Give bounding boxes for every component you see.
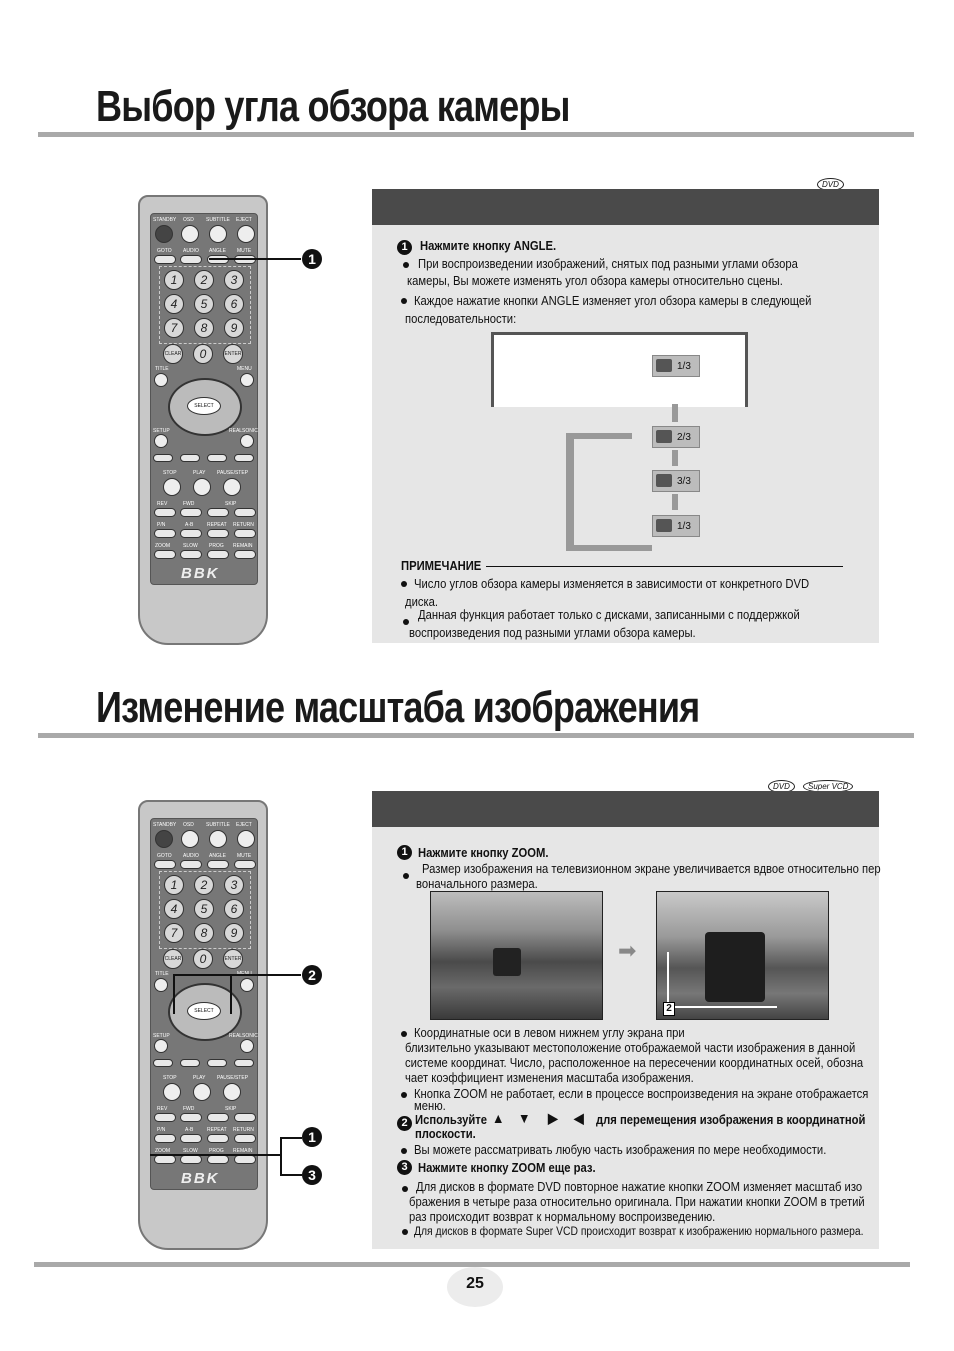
- remote-button-panel: [150, 213, 258, 585]
- remain-label: REMAIN: [233, 1148, 253, 1154]
- stop-label: STOP: [163, 1075, 177, 1081]
- goto-button[interactable]: [154, 860, 176, 869]
- callout-1: 1: [302, 1127, 322, 1147]
- eject-label: EJECT: [236, 217, 252, 223]
- angle-label: ANGLE: [209, 853, 226, 859]
- setup-button[interactable]: [154, 1039, 168, 1053]
- train-photo-original: [430, 891, 603, 1020]
- zoom-axis: [667, 1006, 777, 1008]
- color-button[interactable]: [234, 454, 254, 462]
- key-3[interactable]: 3: [224, 875, 244, 895]
- realsonic-label: REALSONIC: [229, 428, 258, 434]
- standby-button[interactable]: [155, 830, 173, 848]
- stop-label: STOP: [163, 470, 177, 476]
- select-button[interactable]: SELECT: [187, 1002, 221, 1020]
- remote-control: [138, 195, 268, 645]
- bullet-text: камеры, Вы можете изменять угол обзора камеры относительно сцены.: [407, 274, 783, 288]
- panel-header: [372, 189, 879, 225]
- step-3-label: Нажмите кнопку ZOOM еще раз.: [418, 1161, 596, 1175]
- return-button[interactable]: [234, 529, 256, 538]
- clear-button[interactable]: CLEAR: [163, 949, 183, 969]
- loop-line: [566, 433, 574, 551]
- pn-label: P/N: [157, 522, 166, 528]
- audio-button[interactable]: [180, 255, 202, 264]
- callout-line: [150, 1154, 280, 1156]
- zoom-factor: 2: [663, 1002, 675, 1016]
- fwd-label: FWD: [183, 1106, 195, 1112]
- bullet-text: Кнопка ZOOM не работает, если в процессе воспроизведения на экране отображается: [414, 1087, 869, 1101]
- bullet: [403, 262, 409, 268]
- callout-line: [280, 1137, 302, 1139]
- bullet: [401, 1148, 407, 1154]
- color-button[interactable]: [153, 454, 173, 462]
- bullet-text: последовательности:: [405, 312, 517, 326]
- step-1-badge: 1: [397, 240, 412, 255]
- goto-button[interactable]: [154, 255, 176, 264]
- remote-button-panel: [150, 818, 258, 1190]
- key-8[interactable]: 8: [194, 923, 214, 943]
- slow-button[interactable]: [180, 1155, 202, 1164]
- key-3[interactable]: 3: [224, 270, 244, 290]
- color-button[interactable]: [234, 1059, 254, 1067]
- goto-label: GOTO: [157, 248, 172, 254]
- key-9[interactable]: 9: [224, 923, 244, 943]
- key-6[interactable]: 6: [224, 294, 244, 314]
- title-button[interactable]: [154, 373, 168, 387]
- brand-logo: BBK: [181, 1170, 220, 1187]
- right-arrow-icon: ➡: [618, 938, 637, 963]
- bullet: [403, 873, 409, 879]
- bullet-text: чает коэффициент изменения масштаба изображения.: [405, 1071, 694, 1085]
- repeat-button[interactable]: [207, 1134, 229, 1143]
- pause-button[interactable]: [223, 1083, 241, 1101]
- number-pad: [159, 266, 251, 344]
- bullet-text: системе координат. Число, расположенное на пересечении координатных осей, обозна: [405, 1056, 864, 1070]
- bullet-text: Каждое нажатие кнопки ANGLE изменяет угол обзора камеры в следующей: [414, 294, 812, 308]
- color-button[interactable]: [207, 454, 227, 462]
- osd-label: OSD: [183, 217, 194, 223]
- subtitle-button[interactable]: [209, 830, 227, 848]
- angle-value: 1/3: [677, 521, 691, 532]
- return-button[interactable]: [234, 1134, 256, 1143]
- bullet-text: При воспроизведении изображений, снятых под разными углами обзора: [418, 257, 798, 271]
- osd-button[interactable]: [181, 225, 199, 243]
- angle-value: 3/3: [677, 476, 691, 487]
- play-button[interactable]: [193, 1083, 211, 1101]
- menu-button[interactable]: [240, 373, 254, 387]
- pause-button[interactable]: [223, 478, 241, 496]
- key-2[interactable]: 2: [194, 875, 214, 895]
- title-rule: [38, 132, 914, 137]
- panel-header: [372, 791, 879, 827]
- section2-title: Изменение масштаба изображения: [96, 683, 700, 732]
- play-button[interactable]: [193, 478, 211, 496]
- mute-button[interactable]: [234, 860, 256, 869]
- ab-label: A-B: [185, 522, 194, 528]
- color-button[interactable]: [207, 1059, 227, 1067]
- key-7[interactable]: 7: [164, 923, 184, 943]
- enter-button[interactable]: ENTER: [223, 344, 243, 364]
- angle-indicator: [652, 470, 700, 492]
- up-arrow-icon: ▲: [492, 1110, 505, 1126]
- prog-label: PROG: [209, 1148, 224, 1154]
- repeat-label: REPEAT: [207, 522, 227, 528]
- slow-label: SLOW: [183, 1148, 198, 1154]
- bullet-text: раз происходит возврат к нормальному воспроизведению.: [409, 1210, 716, 1224]
- realsonic-button[interactable]: [240, 434, 254, 448]
- flow-arrow: [672, 494, 678, 510]
- fwd-label: FWD: [183, 501, 195, 507]
- super-vcd-logo: Super VCD: [803, 780, 853, 793]
- repeat-button[interactable]: [207, 529, 229, 538]
- dvd-logo: DVD: [768, 780, 795, 793]
- return-label: RETURN: [233, 1127, 254, 1133]
- key-6[interactable]: 6: [224, 899, 244, 919]
- prog-button[interactable]: [207, 1155, 229, 1164]
- title-button[interactable]: [154, 978, 168, 992]
- slow-button[interactable]: [180, 550, 202, 559]
- note-title: ПРИМЕЧАНИЕ: [401, 559, 482, 573]
- number-pad: [159, 871, 251, 949]
- angle-indicator: [652, 515, 700, 537]
- key-1[interactable]: 1: [164, 875, 184, 895]
- callout-1: 1: [302, 249, 322, 269]
- title-rule: [38, 733, 914, 738]
- flow-arrow: [672, 450, 678, 466]
- pn-button[interactable]: [154, 529, 176, 538]
- setup-label: SETUP: [153, 1033, 170, 1039]
- standby-label: STANDBY: [153, 822, 177, 828]
- eject-label: EJECT: [236, 822, 252, 828]
- angle-value: 1/3: [677, 361, 691, 372]
- bullet-text: Для дисков в формате Super VCD происходит возврат к изображению нормального размера.: [414, 1226, 864, 1238]
- bullet-text: Для дисков в формате DVD повторное нажатие кнопки ZOOM изменяет масштаб изо: [416, 1180, 863, 1194]
- train-photo-zoomed: [656, 891, 829, 1020]
- skip-label: SKIP: [225, 501, 237, 507]
- subtitle-button[interactable]: [209, 225, 227, 243]
- angle-indicator: [652, 426, 700, 448]
- audio-button[interactable]: [180, 860, 202, 869]
- bullet: [402, 1229, 408, 1235]
- callout-2: 2: [302, 965, 322, 985]
- bullet-text: Координатные оси в левом нижнем углу экрана при: [414, 1026, 685, 1040]
- key-4[interactable]: 4: [164, 899, 184, 919]
- key-1[interactable]: 1: [164, 270, 184, 290]
- prog-button[interactable]: [207, 550, 229, 559]
- color-button[interactable]: [180, 1059, 200, 1067]
- angle-button[interactable]: [207, 860, 229, 869]
- bullet: [401, 1092, 407, 1098]
- play-label: PLAY: [193, 1075, 206, 1081]
- stop-button[interactable]: [163, 1083, 181, 1101]
- callout-line: [280, 1137, 282, 1175]
- camera-icon: [656, 359, 672, 372]
- flow-arrow: [672, 404, 678, 422]
- train-shape: [705, 932, 765, 1002]
- bullet-text: бражения в четыре раза относительно оригинала. При нажатии кнопки ZOOM в третий: [409, 1195, 865, 1209]
- camera-icon: [656, 430, 672, 443]
- callout-line: [173, 974, 175, 1014]
- skip-forward-button[interactable]: [234, 508, 256, 517]
- down-arrow-icon: ▼: [518, 1110, 531, 1126]
- step-1-badge: 1: [397, 845, 412, 860]
- color-button[interactable]: [180, 454, 200, 462]
- key-5[interactable]: 5: [194, 294, 214, 314]
- zoom-button[interactable]: [154, 1155, 176, 1164]
- bullet: [401, 581, 407, 587]
- left-arrow-icon: ◀: [574, 1110, 584, 1126]
- title-label: TITLE: [155, 971, 169, 977]
- remain-button[interactable]: [234, 1155, 256, 1164]
- bullet-text: меню.: [414, 1099, 446, 1113]
- audio-label: AUDIO: [183, 853, 199, 859]
- loop-line: [566, 433, 632, 439]
- realsonic-label: REALSONIC: [229, 1033, 258, 1039]
- brand-logo: BBK: [181, 565, 220, 582]
- step-text: воначального размера.: [416, 877, 538, 891]
- key-5[interactable]: 5: [194, 899, 214, 919]
- mute-label: MUTE: [237, 853, 252, 859]
- dvd-logo: DVD: [817, 178, 844, 191]
- menu-button[interactable]: [240, 978, 254, 992]
- repeat-label: REPEAT: [207, 1127, 227, 1133]
- callout-line: [230, 974, 232, 1014]
- color-button[interactable]: [153, 1059, 173, 1067]
- note-text: Число углов обзора камеры изменяется в зависимости от конкретного DVD: [414, 577, 810, 591]
- key-4[interactable]: 4: [164, 294, 184, 314]
- osd-label: OSD: [183, 822, 194, 828]
- ab-label: A-B: [185, 1127, 194, 1133]
- loop-line: [566, 545, 652, 551]
- bullet-text: Вы можете рассматривать любую часть изображения по мере необходимости.: [414, 1143, 827, 1157]
- goto-label: GOTO: [157, 853, 172, 859]
- standby-label: STANDBY: [153, 217, 177, 223]
- skip-back-button[interactable]: [207, 1113, 229, 1122]
- right-arrow-icon: ▶: [548, 1110, 558, 1126]
- standby-button[interactable]: [155, 225, 173, 243]
- prog-label: PROG: [209, 543, 224, 549]
- note-text: диска.: [405, 595, 439, 609]
- step-3-badge: 3: [397, 1160, 412, 1175]
- clear-button[interactable]: CLEAR: [163, 344, 183, 364]
- bullet: [401, 1031, 407, 1037]
- audio-label: AUDIO: [183, 248, 199, 254]
- camera-icon: [656, 474, 672, 487]
- note-text: Данная функция работает только с дисками, записанными с поддержкой: [418, 608, 800, 622]
- note-text: воспроизведения под разными углами обзора камеры.: [409, 626, 696, 640]
- key-2[interactable]: 2: [194, 270, 214, 290]
- pause-label: PAUSE/STEP: [217, 470, 249, 476]
- skip-back-button[interactable]: [207, 508, 229, 517]
- train-shape: [493, 948, 521, 976]
- step-2-badge: 2: [397, 1116, 412, 1131]
- note-rule: [486, 566, 843, 567]
- pn-label: P/N: [157, 1127, 166, 1133]
- remain-label: REMAIN: [233, 543, 253, 549]
- rev-label: REV: [157, 1106, 168, 1112]
- play-label: PLAY: [193, 470, 206, 476]
- rev-button[interactable]: [154, 508, 176, 517]
- zoom-axis: [667, 952, 669, 1007]
- stop-button[interactable]: [163, 478, 181, 496]
- skip-label: SKIP: [225, 1106, 237, 1112]
- realsonic-button[interactable]: [240, 1039, 254, 1053]
- angle-value: 2/3: [677, 432, 691, 443]
- title-label: TITLE: [155, 366, 169, 372]
- angle-label: ANGLE: [209, 248, 226, 254]
- callout-line: [280, 1174, 302, 1176]
- remain-button[interactable]: [234, 550, 256, 559]
- subtitle-label: SUBTITLE: [206, 822, 230, 828]
- osd-button[interactable]: [181, 830, 199, 848]
- menu-label: MENU: [237, 366, 252, 372]
- fwd-button[interactable]: [180, 1113, 202, 1122]
- pn-button[interactable]: [154, 1134, 176, 1143]
- tv-screen: [491, 332, 748, 407]
- callout-3: 3: [302, 1165, 322, 1185]
- step-2-label: для перемещения изображения в координатной: [596, 1113, 866, 1127]
- key-8[interactable]: 8: [194, 318, 214, 338]
- ab-button[interactable]: [180, 1134, 202, 1143]
- zoom-label: ZOOM: [155, 543, 170, 549]
- fwd-button[interactable]: [180, 508, 202, 517]
- slow-label: SLOW: [183, 543, 198, 549]
- key-0[interactable]: 0: [193, 949, 213, 969]
- enter-button[interactable]: ENTER: [223, 949, 243, 969]
- bullet-text: близительно указывают местоположение отображаемой части изображения в данной: [405, 1041, 856, 1055]
- step-1-label: Нажмите кнопку ZOOM.: [418, 846, 549, 860]
- setup-label: SETUP: [153, 428, 170, 434]
- step-1-label: Нажмите кнопку ANGLE.: [420, 239, 557, 253]
- step-text: Размер изображения на телевизионном экране увеличивается вдвое относительно пер: [422, 862, 881, 876]
- bullet: [401, 298, 407, 304]
- zoom-label: ZOOM: [155, 1148, 170, 1154]
- step-2-label: плоскости.: [415, 1127, 476, 1141]
- subtitle-label: SUBTITLE: [206, 217, 230, 223]
- ab-button[interactable]: [180, 529, 202, 538]
- section1-title: Выбор угла обзора камеры: [96, 82, 570, 131]
- camera-icon: [656, 519, 672, 532]
- skip-forward-button[interactable]: [234, 1113, 256, 1122]
- setup-button[interactable]: [154, 434, 168, 448]
- rev-button[interactable]: [154, 1113, 176, 1122]
- angle-indicator: [652, 355, 700, 377]
- bullet: [402, 1186, 408, 1192]
- remote-control: [138, 800, 268, 1250]
- select-button[interactable]: SELECT: [187, 397, 221, 415]
- key-9[interactable]: 9: [224, 318, 244, 338]
- key-7[interactable]: 7: [164, 318, 184, 338]
- pause-label: PAUSE/STEP: [217, 1075, 249, 1081]
- callout-line: [173, 974, 301, 976]
- step-2-label: Используйте: [415, 1113, 488, 1127]
- return-label: RETURN: [233, 522, 254, 528]
- eject-button[interactable]: [237, 830, 255, 848]
- callout-line: [209, 258, 301, 260]
- key-0[interactable]: 0: [193, 344, 213, 364]
- eject-button[interactable]: [237, 225, 255, 243]
- page-number: 25: [466, 1275, 484, 1292]
- mute-label: MUTE: [237, 248, 252, 254]
- rev-label: REV: [157, 501, 168, 507]
- zoom-button[interactable]: [154, 550, 176, 559]
